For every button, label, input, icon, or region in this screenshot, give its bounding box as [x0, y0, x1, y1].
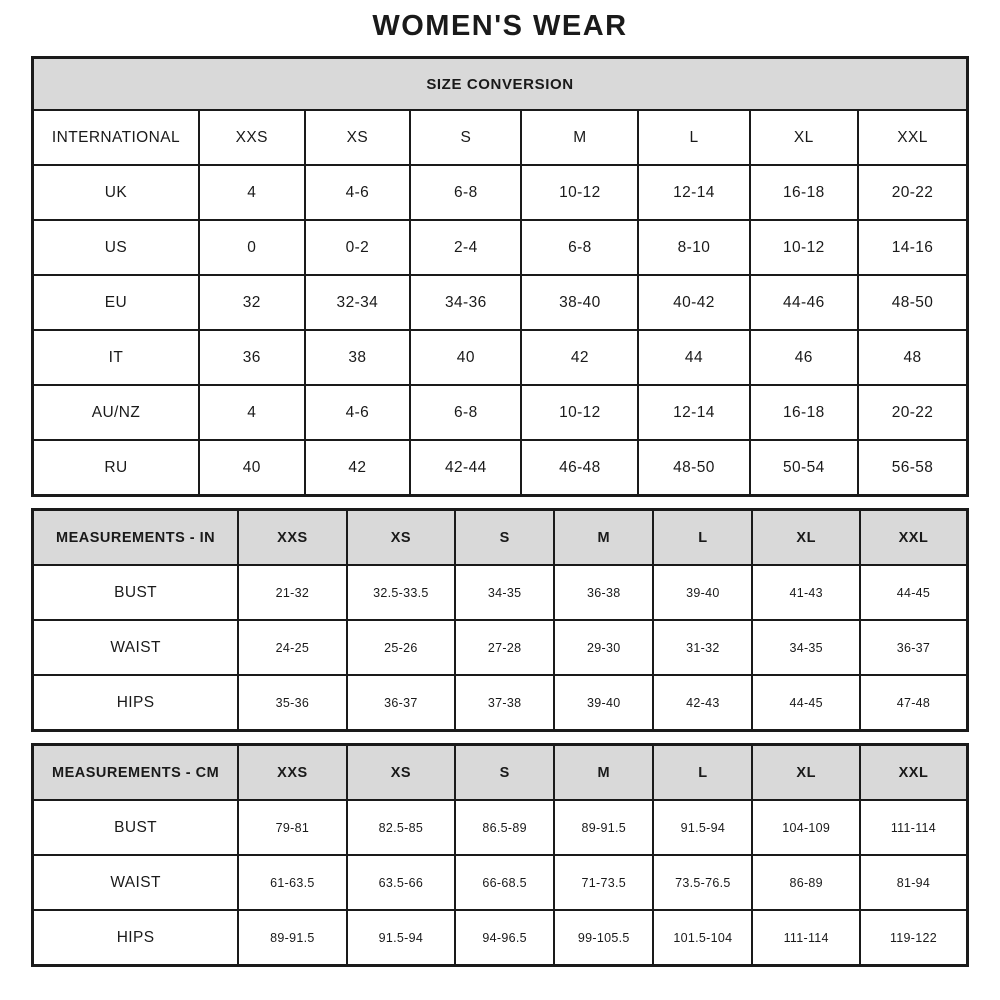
- section-title: MEASUREMENTS - IN: [33, 510, 239, 566]
- size-chart-page: [31, 0, 969, 967]
- measurement-value: 101.5-104: [653, 910, 752, 966]
- measurement-value: 86-89: [752, 855, 860, 910]
- measurement-value: 42-43: [653, 675, 752, 731]
- measurements-in-head: [33, 510, 968, 566]
- size-value: 42: [521, 330, 638, 385]
- size-value: 10-12: [521, 385, 638, 440]
- measurement-value: 89-91.5: [554, 800, 653, 855]
- table-row: [33, 565, 968, 620]
- measurement-value: 41-43: [752, 565, 860, 620]
- size-value: 48-50: [858, 275, 967, 330]
- measurement-value: 36-38: [554, 565, 653, 620]
- size-value: 38: [305, 330, 411, 385]
- table-row: [33, 330, 968, 385]
- size-value: 44: [638, 330, 749, 385]
- row-label: AU/NZ: [33, 385, 199, 440]
- measurement-value: 81-94: [860, 855, 968, 910]
- size-value: 6-8: [410, 165, 521, 220]
- size-value: 40: [410, 330, 521, 385]
- size-value: 4: [199, 165, 305, 220]
- column-header: M: [554, 510, 653, 566]
- row-label: IT: [33, 330, 199, 385]
- size-value: 8-10: [638, 220, 749, 275]
- measurement-value: 66-68.5: [455, 855, 554, 910]
- measurement-value: 29-30: [554, 620, 653, 675]
- measurement-value: 21-32: [238, 565, 346, 620]
- measurement-value: 44-45: [860, 565, 968, 620]
- size-value: 4-6: [305, 385, 411, 440]
- size-value: 38-40: [521, 275, 638, 330]
- column-header: XXS: [199, 110, 305, 165]
- measurements-cm-head: [33, 745, 968, 801]
- size-value: 6-8: [410, 385, 521, 440]
- column-header: XXS: [238, 745, 346, 801]
- size-value: 32-34: [305, 275, 411, 330]
- measurement-value: 34-35: [752, 620, 860, 675]
- table-row: [33, 620, 968, 675]
- size-value: 0: [199, 220, 305, 275]
- size-value: 16-18: [750, 385, 858, 440]
- column-header: XXS: [238, 510, 346, 566]
- size-value: 40-42: [638, 275, 749, 330]
- section-title-row: [33, 58, 968, 111]
- table-row: [33, 165, 968, 220]
- size-value: 34-36: [410, 275, 521, 330]
- table-row: [33, 440, 968, 496]
- column-header: XXL: [860, 745, 968, 801]
- row-label: HIPS: [33, 910, 239, 966]
- size-value: 0-2: [305, 220, 411, 275]
- measurement-value: 44-45: [752, 675, 860, 731]
- column-header: L: [653, 510, 752, 566]
- measurement-value: 119-122: [860, 910, 968, 966]
- column-header: M: [521, 110, 638, 165]
- column-header-row: [33, 510, 968, 566]
- measurement-value: 35-36: [238, 675, 346, 731]
- measurement-value: 25-26: [347, 620, 455, 675]
- measurements-cm-table: [31, 743, 969, 967]
- measurement-value: 36-37: [347, 675, 455, 731]
- table-row: [33, 385, 968, 440]
- column-header-row: [33, 745, 968, 801]
- table-row: [33, 855, 968, 910]
- column-header: S: [455, 745, 554, 801]
- row-label: WAIST: [33, 855, 239, 910]
- column-header-row: [33, 110, 968, 165]
- column-header: L: [653, 745, 752, 801]
- column-header: S: [455, 510, 554, 566]
- size-value: 16-18: [750, 165, 858, 220]
- measurement-value: 89-91.5: [238, 910, 346, 966]
- table-row: [33, 910, 968, 966]
- measurement-value: 104-109: [752, 800, 860, 855]
- size-value: 4-6: [305, 165, 411, 220]
- size-value: 4: [199, 385, 305, 440]
- measurement-value: 91.5-94: [347, 910, 455, 966]
- size-value: 42: [305, 440, 411, 496]
- measurement-value: 37-38: [455, 675, 554, 731]
- measurement-value: 61-63.5: [238, 855, 346, 910]
- column-header: M: [554, 745, 653, 801]
- page-title: WOMEN'S WEAR: [372, 10, 628, 42]
- size-value: 46-48: [521, 440, 638, 496]
- column-header: L: [638, 110, 749, 165]
- size-value: 10-12: [521, 165, 638, 220]
- size-value: 46: [750, 330, 858, 385]
- measurement-value: 47-48: [860, 675, 968, 731]
- section-title: MEASUREMENTS - CM: [33, 745, 239, 801]
- size-value: 12-14: [638, 385, 749, 440]
- row-label: WAIST: [33, 620, 239, 675]
- size-value: 42-44: [410, 440, 521, 496]
- measurements-in-table: [31, 508, 969, 732]
- size-value: 50-54: [750, 440, 858, 496]
- measurement-value: 24-25: [238, 620, 346, 675]
- size-value: 36: [199, 330, 305, 385]
- measurement-value: 86.5-89: [455, 800, 554, 855]
- row-label: US: [33, 220, 199, 275]
- measurement-value: 94-96.5: [455, 910, 554, 966]
- size-value: 48-50: [638, 440, 749, 496]
- table-row: [33, 675, 968, 731]
- column-header: S: [410, 110, 521, 165]
- row-label: BUST: [33, 565, 239, 620]
- measurement-value: 39-40: [554, 675, 653, 731]
- column-header: XS: [305, 110, 411, 165]
- row-label: RU: [33, 440, 199, 496]
- measurement-value: 111-114: [860, 800, 968, 855]
- row-label: EU: [33, 275, 199, 330]
- section-title: SIZE CONVERSION: [33, 58, 968, 111]
- measurement-value: 91.5-94: [653, 800, 752, 855]
- size-conversion-body: [33, 165, 968, 496]
- size-value: 12-14: [638, 165, 749, 220]
- column-header: XXL: [858, 110, 967, 165]
- measurement-value: 111-114: [752, 910, 860, 966]
- row-label: UK: [33, 165, 199, 220]
- column-header: XL: [752, 745, 860, 801]
- size-value: 6-8: [521, 220, 638, 275]
- measurement-value: 39-40: [653, 565, 752, 620]
- measurement-value: 82.5-85: [347, 800, 455, 855]
- measurements-cm-body: [33, 800, 968, 966]
- measurements-in-body: [33, 565, 968, 731]
- size-value: 14-16: [858, 220, 967, 275]
- size-value: 20-22: [858, 165, 967, 220]
- measurement-value: 99-105.5: [554, 910, 653, 966]
- measurement-value: 27-28: [455, 620, 554, 675]
- measurement-value: 71-73.5: [554, 855, 653, 910]
- size-value: 44-46: [750, 275, 858, 330]
- size-value: 48: [858, 330, 967, 385]
- table-row: [33, 800, 968, 855]
- measurement-value: 73.5-76.5: [653, 855, 752, 910]
- measurement-value: 36-37: [860, 620, 968, 675]
- size-value: 10-12: [750, 220, 858, 275]
- measurement-value: 79-81: [238, 800, 346, 855]
- row-label: BUST: [33, 800, 239, 855]
- column-header: XL: [752, 510, 860, 566]
- size-conversion-table: [31, 56, 969, 497]
- measurement-value: 31-32: [653, 620, 752, 675]
- size-value: 2-4: [410, 220, 521, 275]
- column-header: XS: [347, 745, 455, 801]
- column-header: XS: [347, 510, 455, 566]
- table-row: [33, 220, 968, 275]
- size-value: 32: [199, 275, 305, 330]
- row-label: HIPS: [33, 675, 239, 731]
- measurement-value: 32.5-33.5: [347, 565, 455, 620]
- column-header: XL: [750, 110, 858, 165]
- measurement-value: 63.5-66: [347, 855, 455, 910]
- size-value: 40: [199, 440, 305, 496]
- measurement-value: 34-35: [455, 565, 554, 620]
- size-conversion-head: [33, 58, 968, 166]
- size-value: 20-22: [858, 385, 967, 440]
- column-header: XXL: [860, 510, 968, 566]
- table-row: [33, 275, 968, 330]
- size-value: 56-58: [858, 440, 967, 496]
- column-header: INTERNATIONAL: [33, 110, 199, 165]
